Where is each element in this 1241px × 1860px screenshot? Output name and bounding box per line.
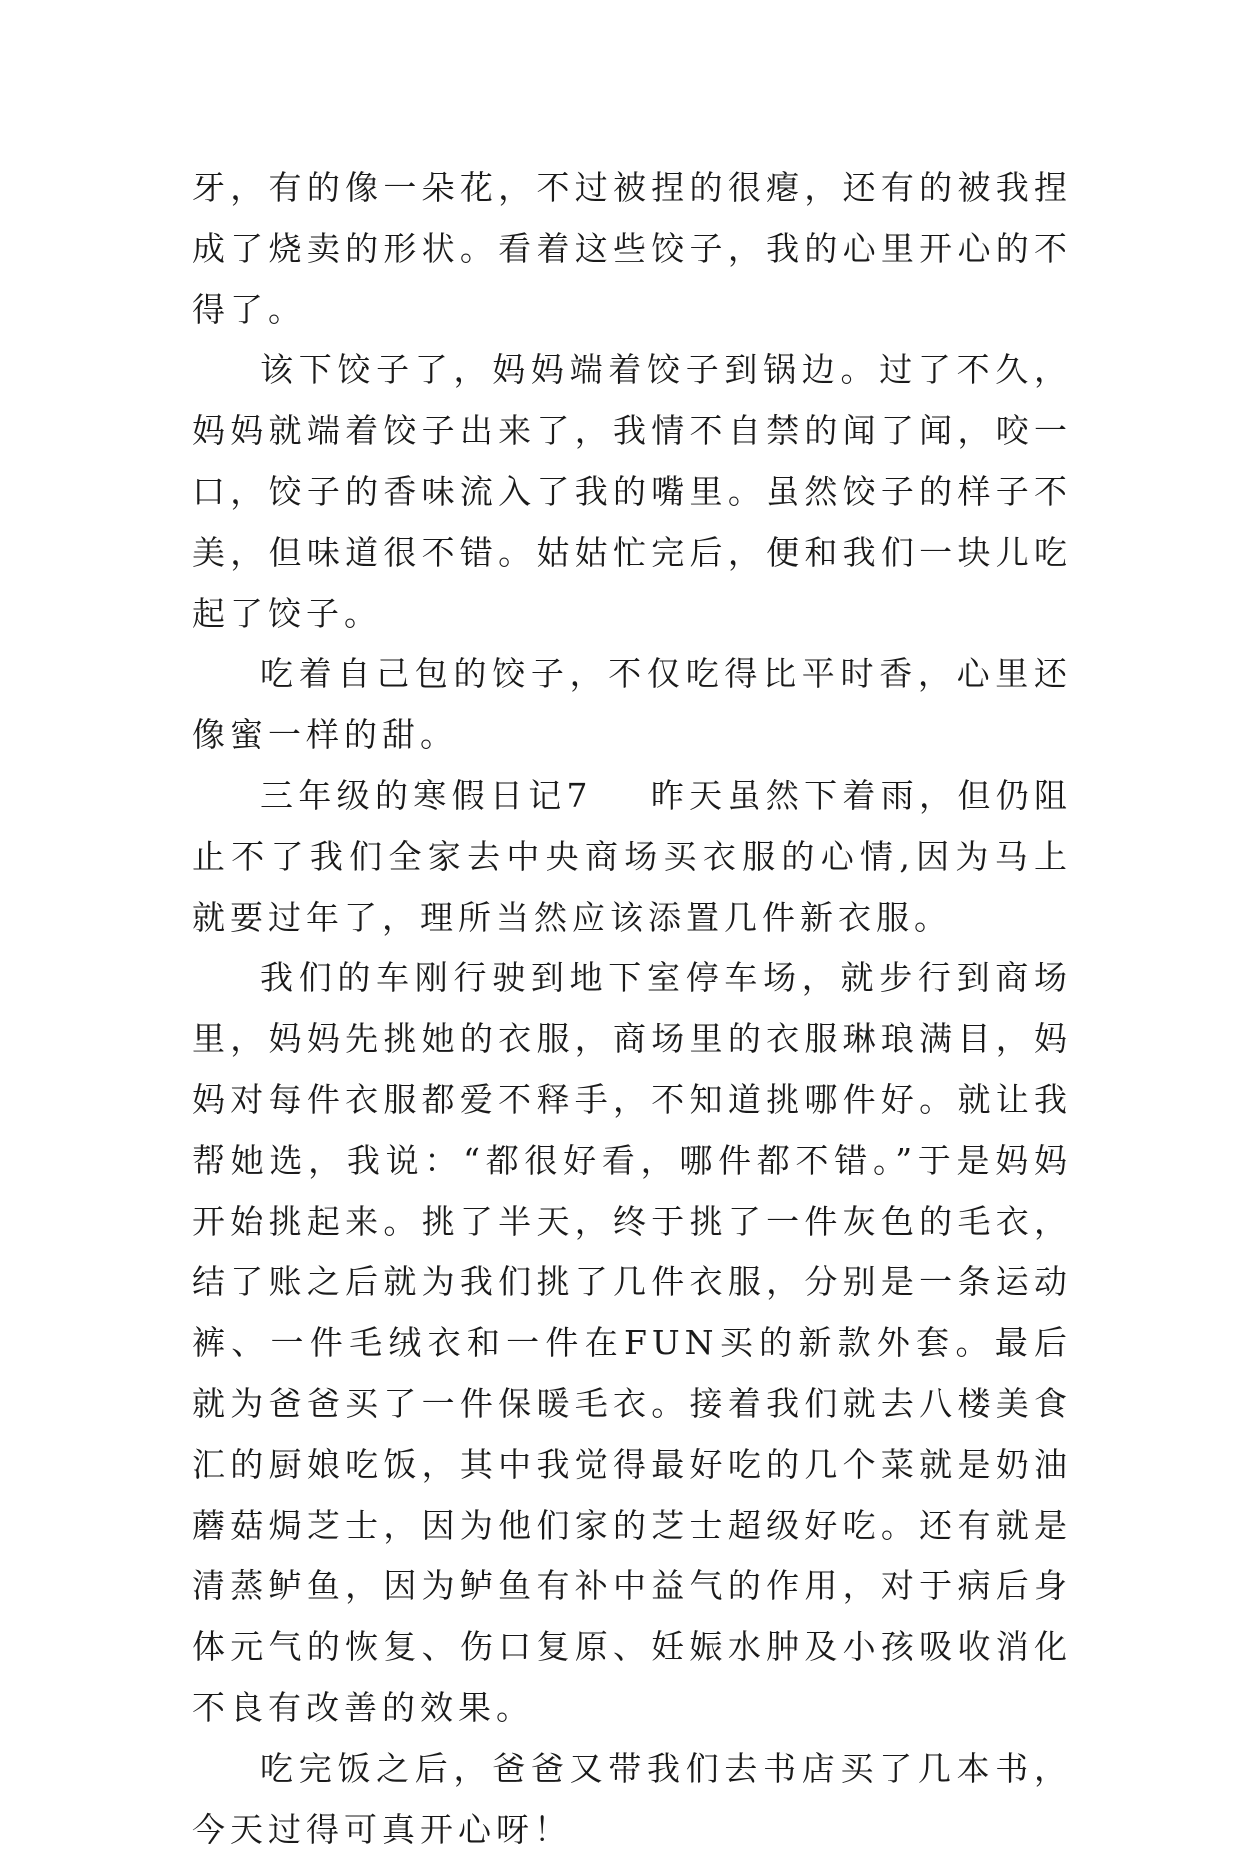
paragraph-5: 我们的车刚行驶到地下室停车场，就步行到商场里，妈妈先挑她的衣服，商场里的衣服琳琅满目，妈妈对每件衣服都爱不释手，不知道挑哪件好。就让我帮她选，我说：“都很好看，哪件都不错。”于是妈妈开始挑起来。挑了半天，终于挑了一件灰色的毛衣，结了账之后就为我们挑了几件衣服，分别是一条运动裤、一件毛绒衣和一件在FUN买的新款外套。最后就为爸爸买了一件保暖毛衣。接着我们就去八楼美食汇的厨娘吃饭，其中我觉得最好吃的几个菜就是奶油蘑菇焗芝士，因为他们家的芝士超级好吃。还有就是清蒸鲈鱼，因为鲈鱼有补中益气的作用，对于病后身体元气的恢复、伤口复原、妊娠水肿及小孩吸收消化不良有改善的效果。 xyxy=(192,958,1072,1727)
paragraph-2: 该下饺子了，妈妈端着饺子到锅边。过了不久，妈妈就端着饺子出来了，我情不自禁的闻了闻，咬一口，饺子的香味流入了我的嘴里。虽然饺子的样子不美，但味道很不错。姑姑忙完后，便和我们一块儿吃起了饺子。 xyxy=(192,350,1072,633)
paragraph-6: 吃完饭之后，爸爸又带我们去书店买了几本书，今天过得可真开心呀！ xyxy=(192,1748,1072,1849)
document-body xyxy=(192,158,1072,1860)
paragraph-1: 牙，有的像一朵花，不过被捏的很瘪，还有的被我捏成了烧卖的形状。看着这些饺子，我的心里开心的不得了。 xyxy=(192,168,1072,329)
paragraph-3: 吃着自己包的饺子，不仅吃得比平时香，心里还像蜜一样的甜。 xyxy=(192,654,1072,755)
paragraph-4-text: 昨天虽然下着雨，但仍阻止不了我们全家去中央商场买衣服的心情,因为马上就要过年了，理所当然应该添置几件新衣服。 xyxy=(192,775,1073,937)
diary-entry-heading: 三年级的寒假日记7 xyxy=(260,775,593,815)
paragraph-4 xyxy=(192,766,1072,948)
